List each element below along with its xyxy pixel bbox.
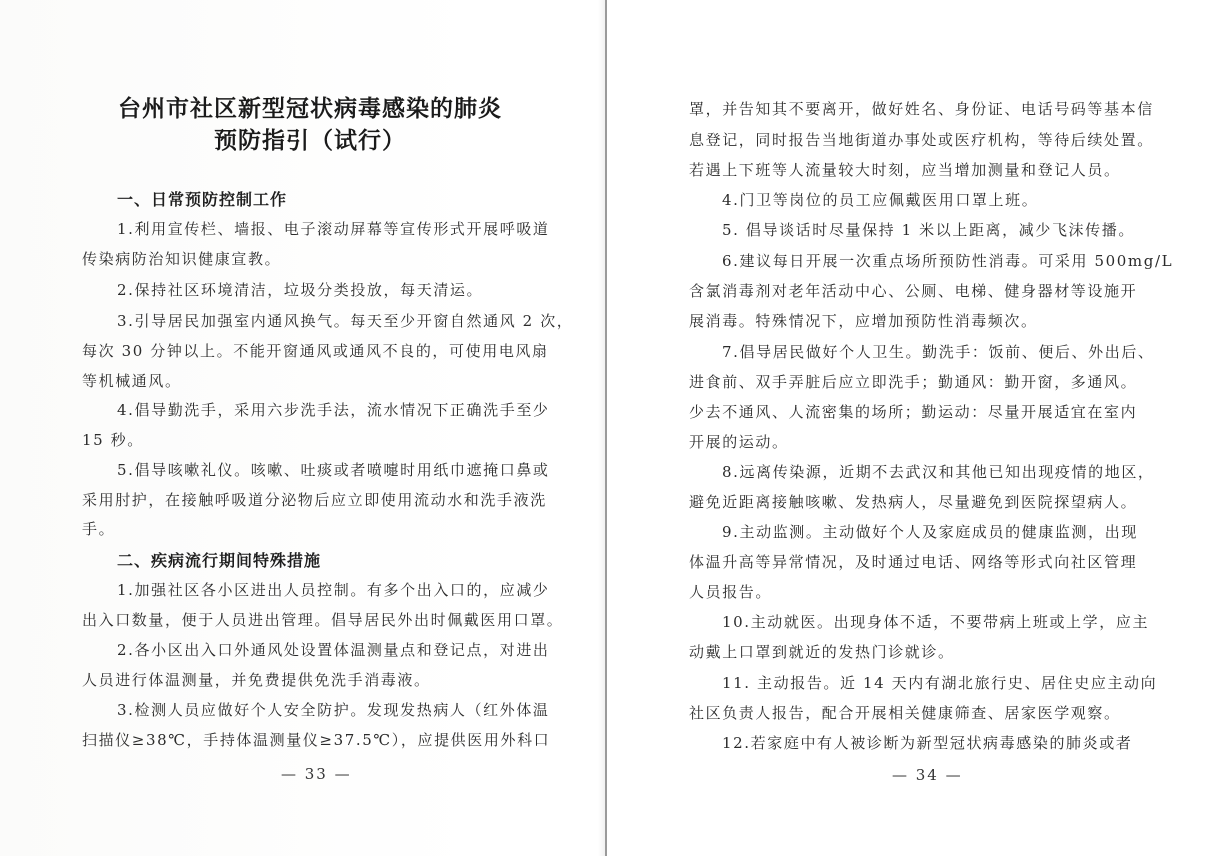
section1-line: 15 秒。 [82, 431, 144, 449]
section1-line: 5.倡导咳嗽礼仪。咳嗽、吐痰或者喷嚏时用纸巾遮掩口鼻或 [117, 461, 550, 479]
body-line: 含氯消毒剂对老年活动中心、公厕、电梯、健身器材等设施开 [689, 282, 1138, 300]
page-number: — 34 — [892, 766, 963, 784]
body-line: 社区负责人报告，配合开展相关健康筛查、居家医学观察。 [689, 704, 1121, 722]
page-number: — 33 — [281, 765, 352, 783]
section1-line: 3.引导居民加强室内通风换气。每天至少开窗自然通风 2 次， [117, 312, 574, 330]
section2-line: 出入口数量，便于人员进出管理。倡导居民外出时佩戴医用口罩。 [82, 611, 564, 629]
right-page [607, 0, 1208, 856]
section2-line: 2.各小区出入口外通风处设置体温测量点和登记点，对进出 [117, 641, 550, 659]
section2-line: 1.加强社区各小区进出人员控制。有多个出入口的，应减少 [117, 581, 550, 599]
section1-line: 2.保持社区环境清洁，垃圾分类投放，每天清运。 [117, 281, 484, 299]
section2-heading: 二、疾病流行期间特殊措施 [117, 551, 322, 570]
section1-line: 等机械通风。 [82, 372, 182, 390]
body-line: 息登记，同时报告当地街道办事处或医疗机构，等待后续处置。 [689, 131, 1154, 149]
body-line: 动戴上口罩到就近的发热门诊就诊。 [689, 643, 955, 661]
body-line: 进食前、双手弄脏后应立即洗手；勤通风：勤开窗，多通风。 [689, 373, 1138, 391]
section1-line: 传染病防治知识健康宣教。 [82, 250, 282, 268]
section1-line: 每次 30 分钟以上。不能开窗通风或通风不良的，可使用电风扇 [82, 342, 549, 360]
body-line: 11. 主动报告。近 14 天内有湖北旅行史、居住史应主动向 [722, 674, 1158, 692]
section1-heading: 一、日常预防控制工作 [117, 190, 288, 209]
document-title-line2: 预防指引（试行） [214, 127, 406, 154]
section2-line: 人员进行体温测量，并免费提供免洗手消毒液。 [82, 671, 431, 689]
section1-line: 采用肘护，在接触呼吸道分泌物后应立即使用流动水和洗手液洗 [82, 491, 547, 509]
section1-line: 1.利用宣传栏、墙报、电子滚动屏幕等宣传形式开展呼吸道 [117, 220, 550, 238]
body-line: 少去不通风、人流密集的场所；勤运动：尽量开展适宜在室内 [689, 403, 1138, 421]
section1-line: 手。 [82, 520, 116, 538]
body-line: 体温升高等异常情况，及时通过电话、网络等形式向社区管理 [689, 553, 1138, 571]
body-line: 避免近距离接触咳嗽、发热病人，尽量避免到医院探望病人。 [689, 493, 1138, 511]
document-title-line1: 台州市社区新型冠状病毒感染的肺炎 [118, 95, 502, 122]
body-line: 12.若家庭中有人被诊断为新型冠状病毒感染的肺炎或者 [722, 734, 1133, 752]
body-line: 开展的运动。 [689, 433, 789, 451]
section2-line: 扫描仪≥38℃，手持体温测量仪≥37.5℃），应提供医用外科口 [82, 731, 551, 749]
section1-line: 4.倡导勤洗手，采用六步洗手法，流水情况下正确洗手至少 [117, 401, 550, 419]
body-line: 若遇上下班等人流量较大时刻，应当增加测量和登记人员。 [689, 161, 1121, 179]
body-line: 罩，并告知其不要离开，做好姓名、身份证、电话号码等基本信 [689, 100, 1154, 118]
body-line: 8.远离传染源，近期不去武汉和其他已知出现疫情的地区， [722, 463, 1155, 481]
body-line: 展消毒。特殊情况下，应增加预防性消毒频次。 [689, 312, 1038, 330]
body-line: 9.主动监测。主动做好个人及家庭成员的健康监测，出现 [722, 523, 1138, 541]
body-line: 人员报告。 [689, 583, 773, 601]
body-line: 7.倡导居民做好个人卫生。勤洗手：饭前、便后、外出后、 [722, 343, 1155, 361]
body-line: 10.主动就医。出现身体不适，不要带病上班或上学，应主 [722, 613, 1150, 631]
section2-line: 3.检测人员应做好个人安全防护。发现发热病人（红外体温 [117, 701, 550, 719]
body-line: 5. 倡导谈话时尽量保持 1 米以上距离，减少飞沫传播。 [722, 221, 1135, 239]
body-line: 6.建议每日开展一次重点场所预防性消毒。可采用 500mg/L [722, 252, 1174, 270]
body-line: 4.门卫等岗位的员工应佩戴医用口罩上班。 [722, 191, 1039, 209]
